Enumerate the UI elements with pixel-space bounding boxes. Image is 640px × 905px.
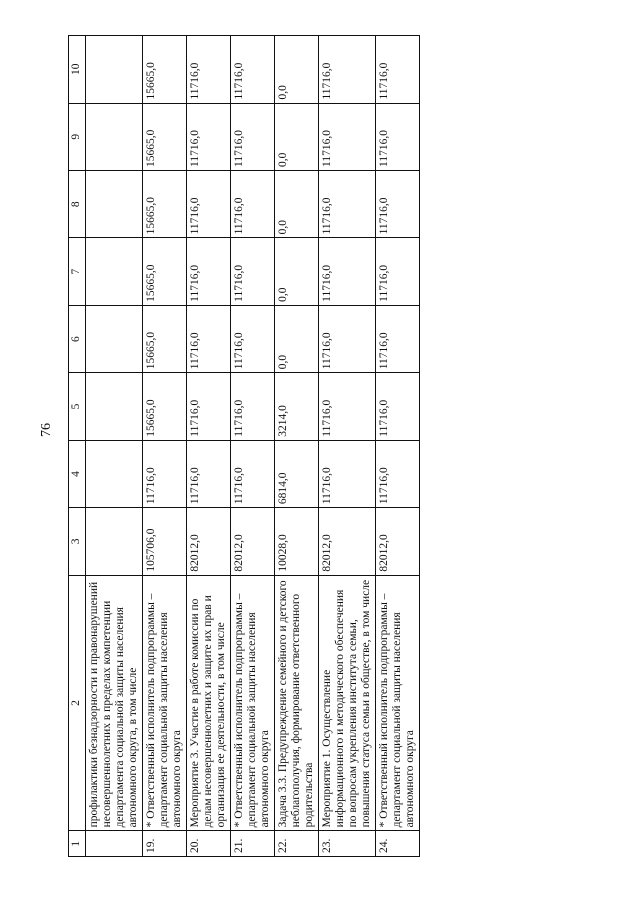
row-index: 21. bbox=[231, 831, 275, 857]
cell-value: 11716,0 bbox=[231, 440, 275, 507]
cell-value: 11716,0 bbox=[187, 238, 231, 305]
row-description: Задача 3.3. Предупреждение семейного и детского неблагополучия, формирование ответственного родительства bbox=[275, 575, 319, 831]
cell-value: 11716,0 bbox=[143, 440, 187, 507]
row-description: * Ответственный исполнитель подпрограммы – департамент социальной защиты населения автономного округа bbox=[376, 575, 420, 831]
cell-value bbox=[86, 305, 143, 372]
cell-value bbox=[86, 373, 143, 440]
cell-value: 11716,0 bbox=[376, 103, 420, 170]
cell-value: 11716,0 bbox=[376, 440, 420, 507]
cell-value: 0,0 bbox=[275, 305, 319, 372]
col-header: 2 bbox=[69, 575, 86, 831]
rotated-table-container bbox=[68, 35, 580, 857]
cell-value: 11716,0 bbox=[231, 170, 275, 237]
cell-value bbox=[86, 36, 143, 104]
col-header: 5 bbox=[69, 373, 86, 440]
cell-value: 11716,0 bbox=[319, 103, 376, 170]
cell-value: 0,0 bbox=[275, 170, 319, 237]
cell-value bbox=[86, 440, 143, 507]
cell-value: 82012,0 bbox=[231, 508, 275, 575]
cell-value: 11716,0 bbox=[187, 440, 231, 507]
cell-value: 15665,0 bbox=[143, 103, 187, 170]
cell-value: 11716,0 bbox=[319, 36, 376, 104]
cell-value: 15665,0 bbox=[143, 238, 187, 305]
budget-table bbox=[68, 35, 420, 857]
row-index: 20. bbox=[187, 831, 231, 857]
row-description: * Ответственный исполнитель подпрограммы – департамент социальной защиты населения автономного округа bbox=[143, 575, 187, 831]
cell-value: 11716,0 bbox=[187, 170, 231, 237]
cell-value: 0,0 bbox=[275, 103, 319, 170]
cell-value: 11716,0 bbox=[231, 36, 275, 104]
cell-value: 11716,0 bbox=[187, 373, 231, 440]
cell-value: 10028,0 bbox=[275, 508, 319, 575]
col-header: 7 bbox=[69, 238, 86, 305]
cell-value: 11716,0 bbox=[187, 103, 231, 170]
cell-value bbox=[86, 170, 143, 237]
cell-value: 15665,0 bbox=[143, 373, 187, 440]
row-description: Мероприятие 1. Осуществление информационного и методического обеспечения по вопросам укрепления института семьи, повышения статуса семьи в обществе, в том числе bbox=[319, 575, 376, 831]
cell-value: 11716,0 bbox=[231, 238, 275, 305]
cell-value: 11716,0 bbox=[319, 238, 376, 305]
cell-value: 11716,0 bbox=[319, 170, 376, 237]
cell-value: 11716,0 bbox=[231, 373, 275, 440]
cell-value: 82012,0 bbox=[376, 508, 420, 575]
cell-value: 11716,0 bbox=[187, 305, 231, 372]
cell-value: 82012,0 bbox=[187, 508, 231, 575]
cell-value: 11716,0 bbox=[376, 170, 420, 237]
col-header: 9 bbox=[69, 103, 86, 170]
table-row bbox=[86, 36, 143, 857]
cell-value: 3214,0 bbox=[275, 373, 319, 440]
cell-value: 0,0 bbox=[275, 36, 319, 104]
row-description: Мероприятие 3. Участие в работе комиссии по делам несовершеннолетних и защите их прав и организация ее деятельности, в том числе bbox=[187, 575, 231, 831]
cell-value: 11716,0 bbox=[231, 305, 275, 372]
col-header: 4 bbox=[69, 440, 86, 507]
row-index: 23. bbox=[319, 831, 376, 857]
row-index: 24. bbox=[376, 831, 420, 857]
cell-value: 15665,0 bbox=[143, 170, 187, 237]
cell-value: 82012,0 bbox=[319, 508, 376, 575]
col-header: 3 bbox=[69, 508, 86, 575]
col-header: 1 bbox=[69, 831, 86, 857]
cell-value: 11716,0 bbox=[376, 305, 420, 372]
cell-value: 15665,0 bbox=[143, 36, 187, 104]
page-number: 76 bbox=[39, 423, 54, 437]
cell-value: 11716,0 bbox=[231, 103, 275, 170]
col-header: 8 bbox=[69, 170, 86, 237]
cell-value: 11716,0 bbox=[376, 36, 420, 104]
row-index bbox=[86, 831, 143, 857]
header-row bbox=[69, 36, 86, 857]
cell-value: 11716,0 bbox=[319, 373, 376, 440]
cell-value: 11716,0 bbox=[319, 305, 376, 372]
table-row bbox=[187, 36, 231, 857]
cell-value: 6814,0 bbox=[275, 440, 319, 507]
table-row bbox=[376, 36, 420, 857]
cell-value: 15665,0 bbox=[143, 305, 187, 372]
row-index: 19. bbox=[143, 831, 187, 857]
cell-value: 11716,0 bbox=[319, 440, 376, 507]
table-row bbox=[143, 36, 187, 857]
row-description: * Ответственный исполнитель подпрограммы – департамент социальной защиты населения автономного округа bbox=[231, 575, 275, 831]
row-index: 22. bbox=[275, 831, 319, 857]
col-header: 6 bbox=[69, 305, 86, 372]
table-row bbox=[319, 36, 376, 857]
row-description: профилактики безнадзорности и правонарушений несовершеннолетних в пределах компетенции департамента социальной защиты населения автономного округа, в том числе bbox=[86, 575, 143, 831]
col-header: 10 bbox=[69, 36, 86, 104]
cell-value bbox=[86, 103, 143, 170]
cell-value: 11716,0 bbox=[376, 373, 420, 440]
cell-value: 11716,0 bbox=[376, 238, 420, 305]
table-row bbox=[231, 36, 275, 857]
cell-value: 0,0 bbox=[275, 238, 319, 305]
cell-value bbox=[86, 508, 143, 575]
cell-value bbox=[86, 238, 143, 305]
table-row bbox=[275, 36, 319, 857]
cell-value: 105706,0 bbox=[143, 508, 187, 575]
cell-value: 11716,0 bbox=[187, 36, 231, 104]
